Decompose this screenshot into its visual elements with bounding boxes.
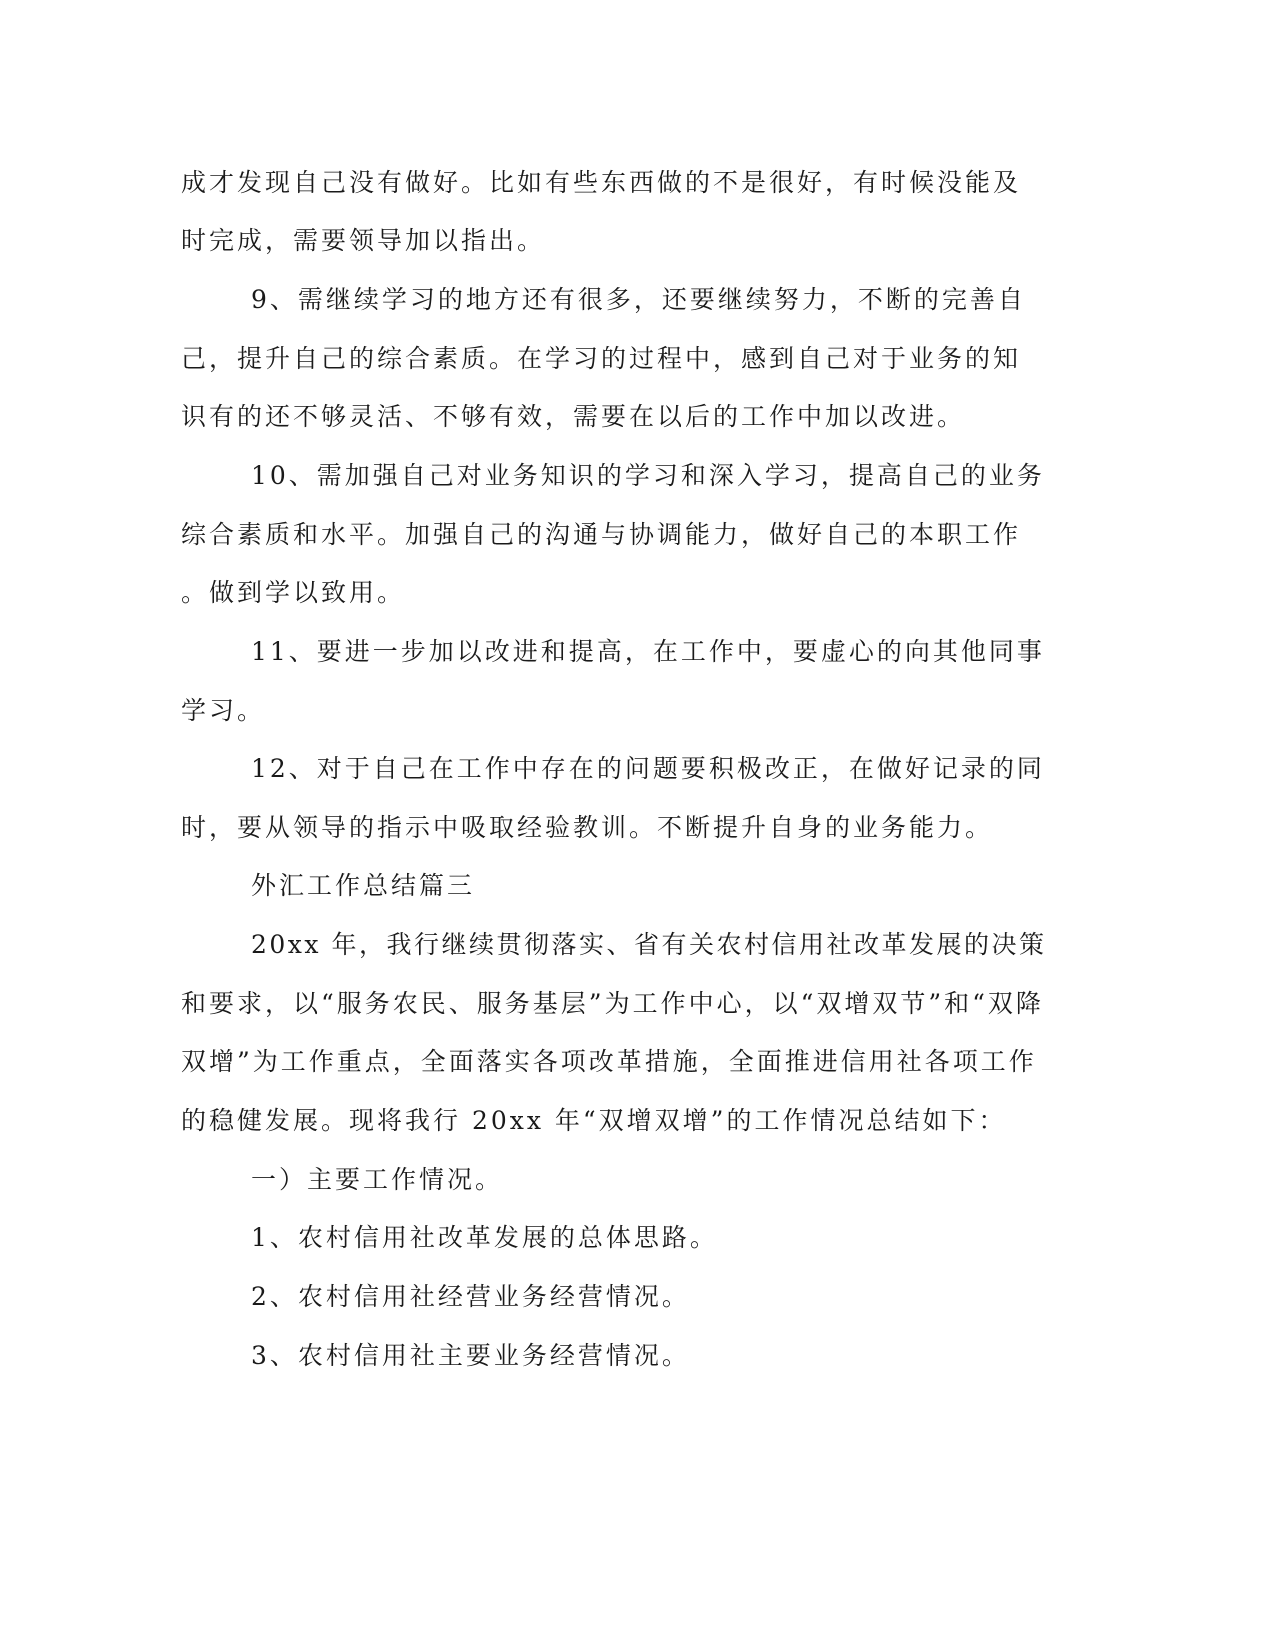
text-line: 12、对于自己在工作中存在的问题要积极改正，在做好记录的同 [251,754,1045,783]
text-line: 己，提升自己的综合素质。在学习的过程中，感到自己对于业务的知 [181,344,1022,373]
text-line: 识有的还不够灵活、不够有效，需要在以后的工作中加以改进。 [181,402,966,431]
list-item: 2、农村信用社经营业务经营情况。 [251,1282,690,1311]
text-line: 双增”为工作重点，全面落实各项改革措施，全面推进信用社各项工作 [181,1047,1037,1076]
text-line: 和要求，以“服务农民、服务基层”为工作中心，以“双增双节”和“双降 [181,989,1044,1018]
text-line: 时完成，需要领导加以指出。 [181,226,546,255]
section-heading: 外汇工作总结篇三 [251,871,476,900]
subheading: 一）主要工作情况。 [251,1165,504,1194]
text-line: 时，要从领导的指示中吸取经验教训。不断提升自身的业务能力。 [181,813,994,842]
text-line: 9、需继续学习的地方还有很多，还要继续努力，不断的完善自 [251,285,1026,314]
text-line: 。做到学以致用。 [181,578,406,607]
text-line: 20xx 年，我行继续贯彻落实、省有关农村信用社改革发展的决策 [251,930,1047,959]
text-line: 综合素质和水平。加强自己的沟通与协调能力，做好自己的本职工作 [181,520,1022,549]
text-line: 10、需加强自己对业务知识的学习和深入学习，提高自己的业务 [251,461,1045,490]
text-line: 学习。 [181,696,266,725]
list-item: 3、农村信用社主要业务经营情况。 [251,1341,690,1370]
list-item: 1、农村信用社改革发展的总体思路。 [251,1223,718,1252]
text-line: 的稳健发展。现将我行 20xx 年“双增双增”的工作情况总结如下： [181,1106,1007,1135]
text-line: 成才发现自己没有做好。比如有些东西做的不是很好，有时候没能及 [181,168,1022,197]
text-line: 11、要进一步加以改进和提高，在工作中，要虚心的向其他同事 [251,637,1045,666]
